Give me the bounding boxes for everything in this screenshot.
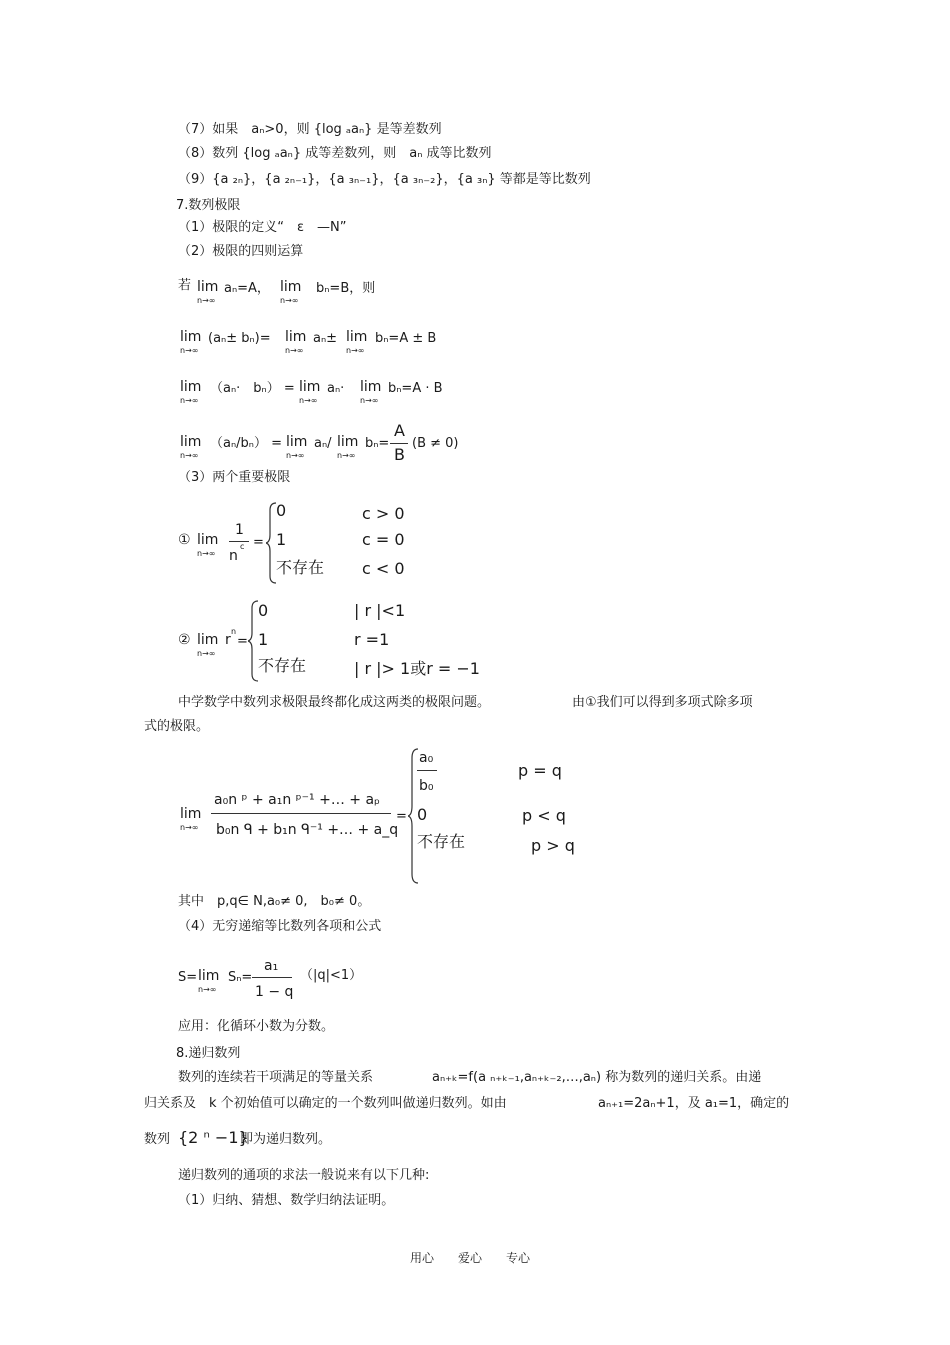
method-item-1: （1）归纳、猜想、数学归纳法证明。	[178, 1193, 395, 1208]
lim-label: lim	[299, 379, 321, 395]
fraction-denominator: B	[394, 445, 405, 464]
quotient-rule-mid: aₙ/	[314, 436, 332, 451]
lim-subscript: n→∞	[197, 296, 216, 305]
lim-subscript: n→∞	[280, 296, 299, 305]
equals-sign: =	[253, 535, 264, 550]
equals-sign: =	[237, 634, 248, 649]
polynomial-numerator: a₀n ᵖ + a₁n ᵖ⁻¹ +… + aₚ	[214, 792, 381, 808]
section-7-title: 7.数列极限	[176, 198, 241, 213]
lim-subscript: n→∞	[299, 396, 318, 405]
case-condition: p = q	[518, 761, 562, 780]
fraction-denominator: n	[229, 548, 238, 564]
lim-subscript: n→∞	[285, 346, 304, 355]
item-8: （8）数列 {log ₐaₙ} 成等差数列，则 aₙ 成等比数列	[178, 146, 492, 161]
polynomial-denominator: b₀n ᑫ + b₁n ᑫ⁻¹ +… + a_q	[216, 822, 399, 838]
lim-label: lim	[285, 329, 307, 345]
paragraph-text: 数列的连续若干项满足的等量关系	[178, 1070, 374, 1085]
exponent-c: c	[240, 542, 245, 551]
quotient-condition: (B ≠ 0)	[412, 436, 459, 451]
lim-subscript: n→∞	[180, 346, 199, 355]
assumption-a: aₙ=A，	[224, 281, 270, 296]
application-text: 应用：化循环小数为分数。	[178, 1019, 335, 1034]
lim-label: lim	[198, 968, 220, 984]
lim-label: lim	[197, 279, 219, 295]
recursive-example: {2 ⁿ −1}	[178, 1128, 249, 1147]
item-9: （9）{a ₂ₙ}，{a ₂ₙ₋₁}，{a ₃ₙ₋₁}，{a ₃ₙ₋₂}，{a ₃ₙ} 等都是等比数列	[178, 172, 591, 187]
case-condition: | r |<1	[354, 601, 406, 620]
lim-label: lim	[180, 379, 202, 395]
case-value: 不存在	[258, 656, 307, 675]
case-condition: p < q	[522, 806, 566, 825]
fraction-bar	[211, 813, 391, 814]
quotient-rule-rhs: bₙ=	[365, 436, 390, 451]
lim-label: lim	[286, 434, 308, 450]
lim-subscript: n→∞	[346, 346, 365, 355]
paragraph-text: 归关系及 k 个初始值可以确定的一个数列叫做递归数列。如由	[144, 1096, 507, 1111]
case-value: 1	[258, 630, 269, 649]
two-limits-heading: （3）两个重要极限	[178, 470, 291, 485]
page-footer: 用心 爱心 专心	[410, 1251, 531, 1265]
lim-subscript: n→∞	[198, 985, 217, 994]
lim-label: lim	[360, 379, 382, 395]
paragraph-text: aₙ₊₁=2aₙ+1，及 a₁=1，确定的	[598, 1096, 790, 1111]
sum-rule-lhs: (aₙ± bₙ)=	[208, 331, 271, 346]
circle-one-label: ①	[178, 532, 191, 548]
conditions-text: 其中 p,q∈ N,a₀≠ 0, b₀≠ 0。	[178, 894, 371, 909]
case-value: 不存在	[276, 558, 325, 577]
lim-label: lim	[180, 806, 202, 822]
sum-condition: （|q|<1）	[300, 968, 363, 983]
lim-label: lim	[337, 434, 359, 450]
base-r: r	[225, 632, 231, 648]
fraction-numerator: 1	[235, 522, 244, 538]
lim-subscript: n→∞	[286, 451, 305, 460]
lim-subscript: n→∞	[197, 549, 216, 558]
case-value: 1	[276, 530, 287, 549]
fraction-bar	[417, 770, 437, 771]
lim-subscript: n→∞	[360, 396, 379, 405]
paragraph-text: aₙ₊ₖ=f(a ₙ₊ₖ₋₁,aₙ₊ₖ₋₂,…,aₙ) 称为数列的递归关系。由递	[432, 1070, 762, 1085]
paragraph-text: 式的极限。	[144, 719, 210, 734]
fraction-numerator: A	[394, 421, 405, 440]
item-7: （7）如果 aₙ>0，则 {log ₐaₙ} 是等差数列	[178, 122, 442, 137]
case-condition: p > q	[531, 836, 575, 855]
limit-arithmetic-heading: （2）极限的四则运算	[178, 244, 304, 259]
product-rule-mid: aₙ·	[327, 381, 345, 396]
if-word: 若	[178, 278, 192, 293]
case-condition: c < 0	[362, 559, 405, 578]
sum-rule-mid: aₙ±	[313, 331, 338, 346]
case-condition: c > 0	[362, 504, 405, 523]
paragraph-text: 数列	[144, 1132, 171, 1147]
sum-lhs: S=	[178, 970, 198, 985]
case-fraction-denominator: b₀	[419, 778, 434, 794]
case-condition: r =1	[354, 630, 390, 649]
circle-two-label: ②	[178, 632, 191, 648]
paragraph-text: 由①我们可以得到多项式除多项	[572, 695, 753, 710]
case-condition: c = 0	[362, 530, 405, 549]
case-fraction-numerator: a₀	[419, 750, 434, 766]
fraction-bar	[229, 541, 249, 542]
paragraph-text: 中学数学中数列求极限最终都化成这两类的极限问题。	[178, 695, 491, 710]
lim-subscript: n→∞	[180, 396, 199, 405]
lim-label: lim	[346, 329, 368, 345]
lim-label: lim	[180, 434, 202, 450]
equals-sign: =	[396, 809, 407, 824]
assumption-b: bₙ=B，则	[316, 281, 376, 296]
lim-label: lim	[180, 329, 202, 345]
case-value: 不存在	[417, 832, 466, 851]
section-8-title: 8.递归数列	[176, 1046, 241, 1061]
fraction-denominator: 1 − q	[255, 984, 294, 1000]
lim-subscript: n→∞	[180, 823, 199, 832]
paragraph-text: 递归数列的通项的求法一般说来有以下几种:	[178, 1168, 430, 1183]
paragraph-text: 即为递归数列。	[240, 1132, 332, 1147]
exponent-n: n	[231, 627, 237, 636]
quotient-rule-lhs: （aₙ/bₙ） =	[210, 436, 282, 451]
case-value: 0	[417, 805, 428, 824]
infinite-series-heading: （4）无穷递缩等比数列各项和公式	[178, 919, 382, 934]
fraction-numerator: a₁	[264, 958, 279, 974]
case-condition: | r |> 1或r = −1	[354, 659, 480, 678]
lim-label: lim	[197, 532, 219, 548]
case-value: 0	[276, 501, 287, 520]
lim-subscript: n→∞	[197, 649, 216, 658]
product-rule-rhs: bₙ=A · B	[388, 381, 443, 396]
case-value: 0	[258, 601, 269, 620]
limit-definition: （1）极限的定义“ ε —N”	[178, 220, 347, 235]
fraction-bar	[390, 443, 408, 444]
fraction-bar	[252, 977, 292, 978]
lim-subscript: n→∞	[337, 451, 356, 460]
sum-rule-rhs: bₙ=A ± B	[375, 331, 437, 346]
lim-label: lim	[280, 279, 302, 295]
lim-label: lim	[197, 632, 219, 648]
product-rule-lhs: （aₙ· bₙ） =	[210, 381, 295, 396]
sum-mid: Sₙ=	[228, 970, 253, 985]
lim-subscript: n→∞	[180, 451, 199, 460]
